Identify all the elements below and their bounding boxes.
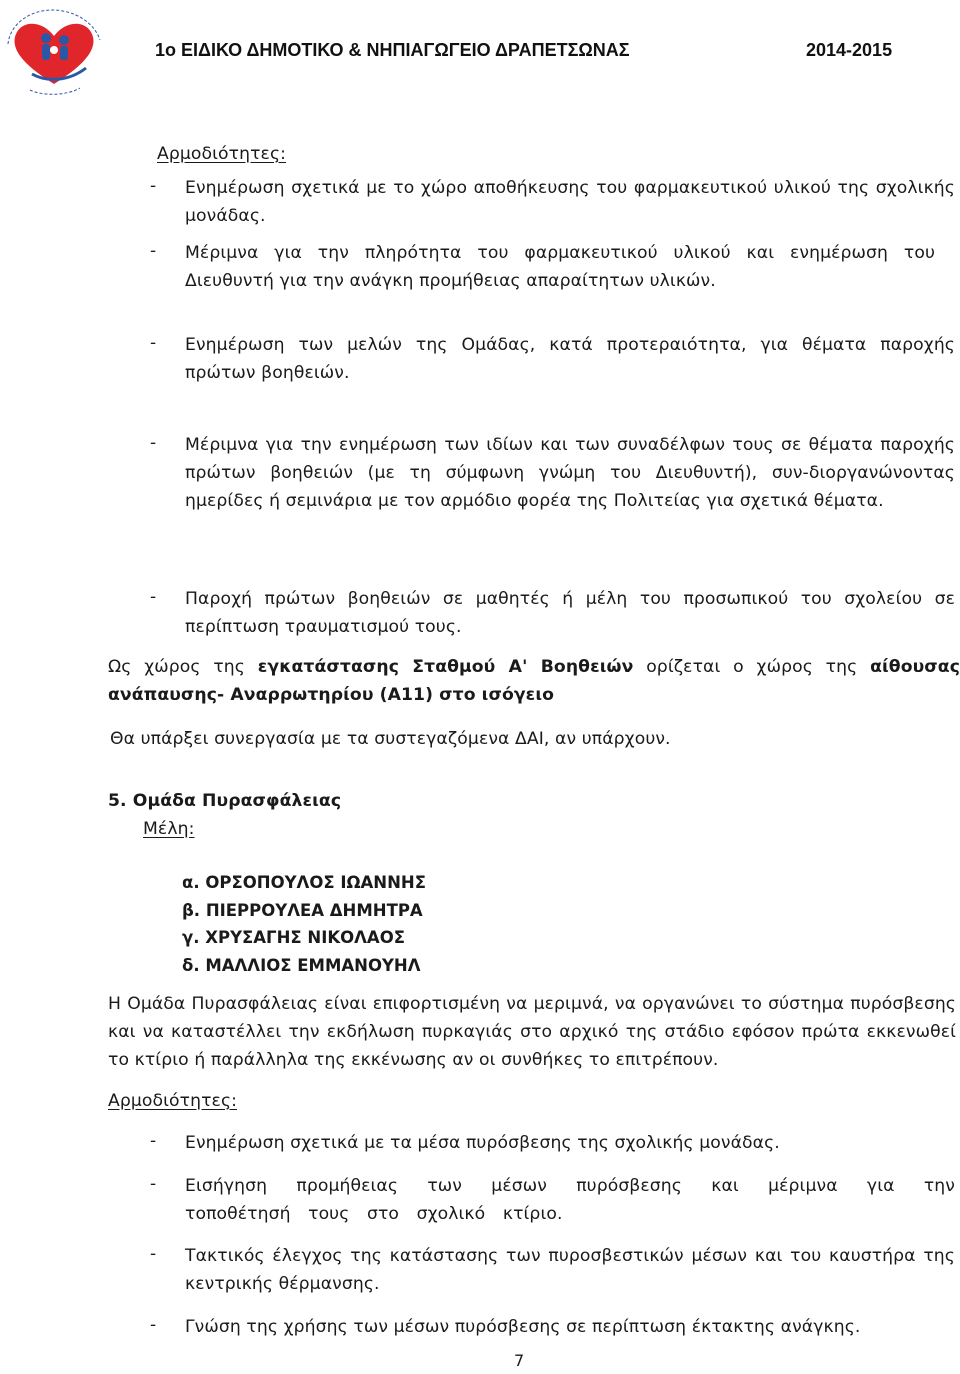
members-label: Μέλη: — [143, 819, 195, 839]
header-school-year: 2014-2015 — [806, 40, 893, 60]
list-item: Γνώση της χρήσης των μέσων πυρόσβεσης σε περίπτωση έκτακτης ανάγκης. — [185, 1317, 861, 1337]
location-text-1: Ως χώρος της — [108, 657, 258, 677]
bullet-marker: - — [150, 1174, 157, 1194]
member-item: α. ΟΡΣΟΠΟΥΛΟΣ ΙΩΑΝΝΗΣ — [182, 873, 426, 892]
list-item: Τακτικός έλεγχος της κατάστασης των πυροσβεστικών μέσων και του καυστήρα της κεντρικής θέρμανσης. — [185, 1246, 955, 1294]
list-item: Ενημέρωση σχετικά με τα μέσα πυρόσβεσης της σχολικής μονάδας. — [185, 1133, 780, 1153]
bullet-marker: - — [150, 1244, 157, 1264]
members-list — [182, 869, 426, 979]
first-aid-location-paragraph — [108, 653, 960, 709]
header-school-name: 1ο ΕΙΔΙΚΟ ΔΗΜΟΤΙΚΟ & ΝΗΠΙΑΓΩΓΕΙΟ ΔΡΑΠΕΤΣΩΝΑΣ — [155, 40, 630, 60]
list-item: Μέριμνα για την πληρότητα του φαρμακευτικού υλικού και ενημέρωση του Διευθυντή για την ανάγκη προμήθειας απαραίτητων υλικών. — [185, 243, 935, 291]
bullet-marker: - — [150, 333, 157, 353]
location-bold-1: εγκατάστασης Σταθμού Α' Βοηθειών — [257, 657, 634, 677]
list-item: Μέριμνα για την ενημέρωση των ιδίων και των συναδέλφων τους σε θέματα παροχής πρώτων βοηθειών (με τη σύμφωνη γνώμη του Διευθυντή), συν-διοργανώνοντας ημερίδες ή σεμινάρια με τον αρμόδιο φορέα της Πολιτείας για σχετικά θέματα. — [185, 435, 955, 511]
duties-label: Αρμοδιότητες: — [108, 1091, 238, 1111]
bullet-marker: - — [150, 176, 157, 196]
bullet-marker: - — [150, 1315, 157, 1335]
page-number: 7 — [514, 1351, 525, 1370]
location-text-2: ορίζεται ο χώρος της — [633, 657, 871, 677]
duties-label: Αρμοδιότητες: — [157, 144, 287, 164]
list-item: Ενημέρωση σχετικά με το χώρο αποθήκευσης του φαρμακευτικού υλικού της σχολικής μονάδας. — [185, 178, 955, 226]
bullet-marker: - — [150, 1131, 157, 1151]
member-item: δ. ΜΑΛΛΙΟΣ ΕΜΜΑΝΟΥΗΛ — [182, 955, 421, 975]
fire-team-description: Η Ομάδα Πυρασφάλειας είναι επιφορτισμένη να μεριμνά, να οργανώνει το σύστημα πυρόσβεσης και να καταστέλλει την εκδήλωση πυρκαγιάς στο αρχικό της στάδιο εφόσον πρώτα εκκενωθεί το κτίριο ή παράλληλα της εκκένωσης αν οι συνθήκες το επιτρέπουν. — [108, 994, 956, 1070]
list-item: Ενημέρωση των μελών της Ομάδας, κατά προτεραιότητα, για θέματα παροχής πρώτων βοηθειών. — [185, 335, 955, 383]
bullet-marker: - — [150, 433, 157, 453]
section-heading: 5. Ομάδα Πυρασφάλειας — [108, 791, 342, 811]
list-item: Εισήγηση προμήθειας των μέσων πυρόσβεσης και μέριμνα για την τοποθέτησή τους στο σχολικό κτίριο. — [185, 1176, 955, 1224]
member-item: γ. ΧΡΥΣΑΓΗΣ ΝΙΚΟΛΑΟΣ — [182, 928, 405, 947]
bullet-marker: - — [150, 587, 157, 607]
location-bold-2: αίθουσας ανάπαυσης- Αναρρωτηρίου (Α11) στο ισόγειο — [108, 657, 960, 705]
cooperation-note: Θα υπάρξει συνεργασία με τα συστεγαζόμενα ΔΑΙ, αν υπάρχουν. — [110, 729, 671, 749]
list-item: Παροχή πρώτων βοηθειών σε μαθητές ή μέλη του προσωπικού του σχολείου σε περίπτωση τραυματισμού τους. — [185, 589, 955, 637]
bullet-marker: - — [150, 241, 157, 261]
member-item: β. ΠΙΕΡΡΟΥΛΕΑ ΔΗΜΗΤΡΑ — [182, 900, 423, 920]
school-logo — [2, 4, 106, 96]
